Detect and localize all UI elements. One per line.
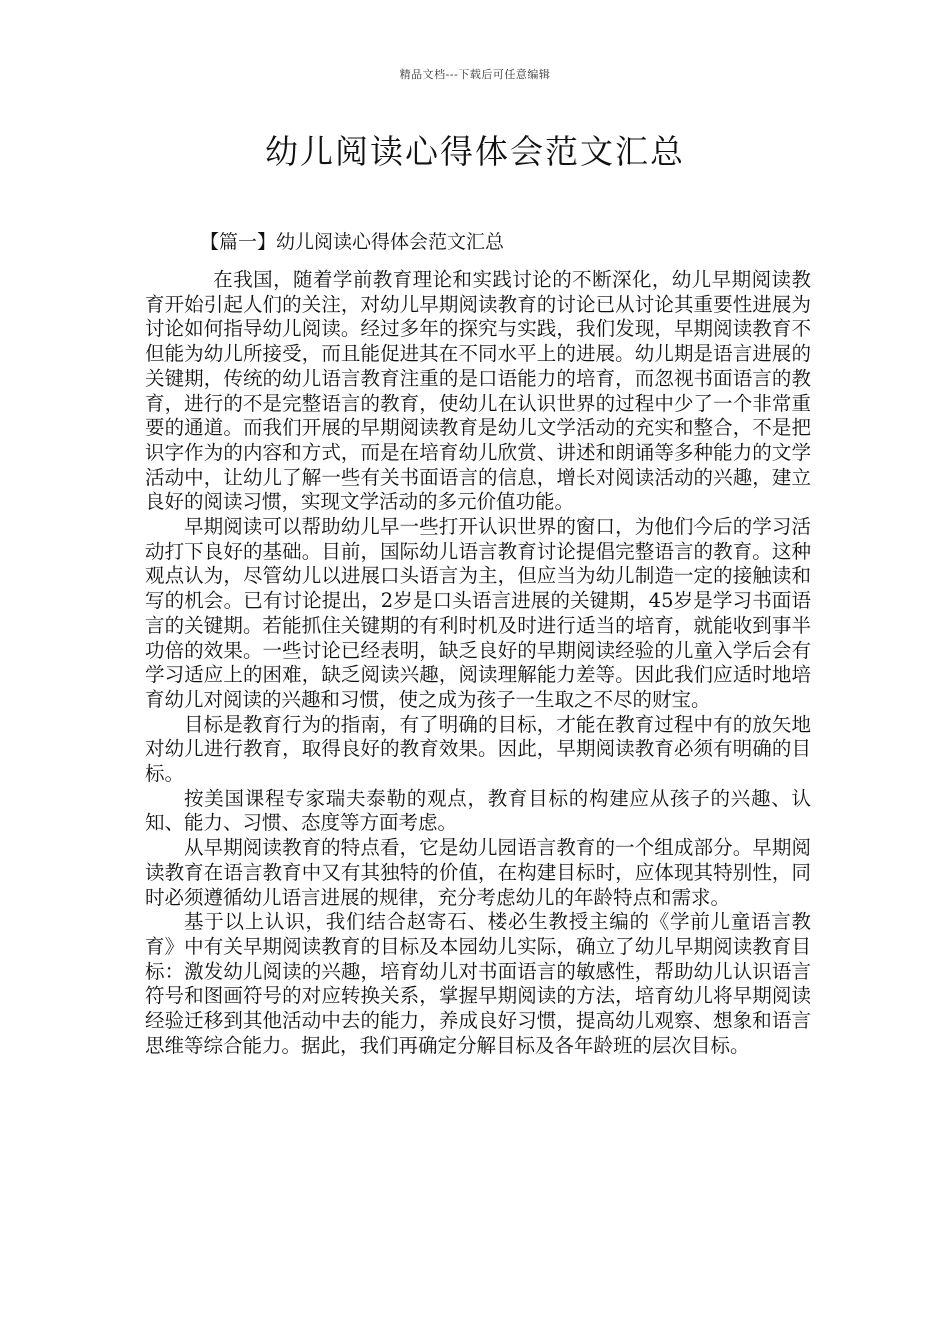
paragraph: 按美国课程专家瑞夫泰勒的观点，教育目标的构建应从孩子的兴趣、认知、能力、习惯、态度等方面考虑。 <box>145 786 811 835</box>
section-heading: 【篇一】幼儿阅读心得体会范文汇总 <box>200 231 505 253</box>
paragraph: 目标是教育行为的指南，有了明确的目标，才能在教育过程中有的放矢地对幼儿进行教育，取得良好的教育效果。因此，早期阅读教育必须有明确的目标。 <box>145 712 811 786</box>
document-body <box>145 268 811 1059</box>
document-title: 幼儿阅读心得体会范文汇总 <box>265 132 685 171</box>
paragraph: 在我国，随着学前教育理论和实践讨论的不断深化，幼儿早期阅读教育开始引起人们的关注，对幼儿早期阅读教育的讨论已从讨论其重要性进展为讨论如何指导幼儿阅读。经过多年的探究与实践，我们发现，早期阅读教育不但能为幼儿所接受，而且能促进其在不同水平上的进展。幼儿期是语言进展的关键期，传统的幼儿语言教育注重的是口语能力的培育，而忽视书面语言的教育，进行的不是完整语言的教育，使幼儿在认识世界的过程中少了一个非常重要的通道。而我们开展的早期阅读教育是幼儿文学活动的充实和整合，不是把识字作为的内容和方式，而是在培育幼儿欣赏、讲述和朗诵等多种能力的文学活动中，让幼儿了解一些有关书面语言的信息，增长对阅读活动的兴趣，建立良好的阅读习惯，实现文学活动的多元价值功能。 <box>145 268 811 514</box>
page-header-note: 精品文档---下载后可任意编辑 <box>399 68 551 81</box>
paragraph: 基于以上认识，我们结合赵寄石、楼必生教授主编的《学前儿童语言教育》中有关早期阅读教育的目标及本园幼儿实际，确立了幼儿早期阅读教育目标：激发幼儿阅读的兴趣，培育幼儿对书面语言的敏感性，帮助幼儿认识语言符号和图画符号的对应转换关系，掌握早期阅读的方法，培育幼儿将早期阅读经验迁移到其他活动中去的能力，养成良好习惯，提高幼儿观察、想象和语言思维等综合能力。据此，我们再确定分解目标及各年龄班的层次目标。 <box>145 910 811 1057</box>
paragraph: 早期阅读可以帮助幼儿早一些打开认识世界的窗口，为他们今后的学习活动打下良好的基础。目前，国际幼儿语言教育讨论提倡完整语言的教育。这种观点认为，尽管幼儿以进展口头语言为主，但应当为幼儿制造一定的接触读和写的机会。已有讨论提出，2岁是口头语言进展的关键期，45岁是学习书面语言的关键期。若能抓住关键期的有利时机及时进行适当的培育，就能收到事半功倍的效果。一些讨论已经表明，缺乏良好的早期阅读经验的儿童入学后会有学习适应上的困难，缺乏阅读兴趣，阅读理解能力差等。因此我们应适时地培育幼儿对阅读的兴趣和习惯，使之成为孩子一生取之不尽的财宝。 <box>145 515 811 711</box>
paragraph: 从早期阅读教育的特点看，它是幼儿园语言教育的一个组成部分。早期阅读教育在语言教育中又有其独特的价值，在构建目标时，应体现其特别性，同时必须遵循幼儿语言进展的规律，充分考虑幼儿的年龄特点和需求。 <box>145 836 811 909</box>
